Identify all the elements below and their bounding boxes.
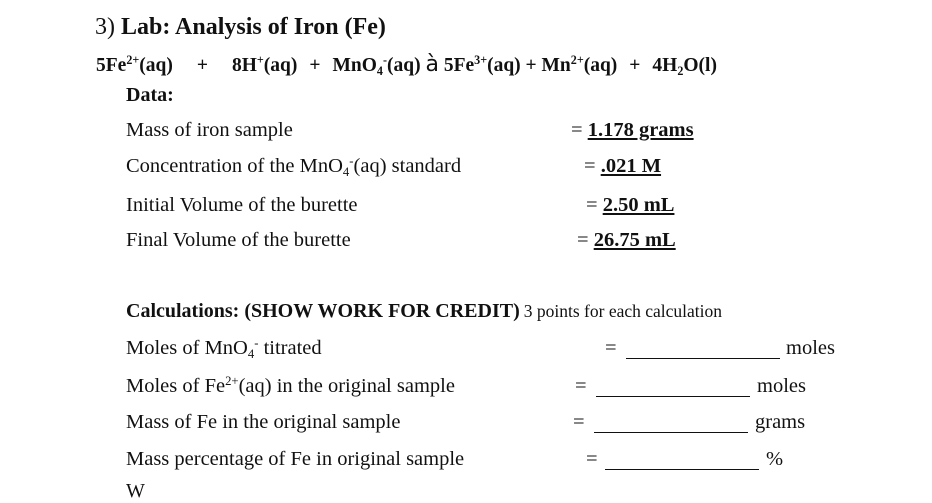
calc-unit-mass-fe: grams — [755, 411, 806, 433]
data-value-final-volume — [577, 229, 676, 252]
eq-term: (aq) — [139, 55, 173, 76]
data-value-concentration — [584, 155, 661, 178]
label-charge: - — [349, 154, 354, 169]
label-subscript: 4 — [342, 164, 350, 179]
calc-equals-moles-fe: = — [575, 375, 587, 397]
calc-label-mass-fe: Mass of Fe in the original sample — [126, 411, 401, 433]
data-heading: Data: — [126, 84, 174, 106]
redox-equation — [96, 52, 717, 77]
eq-charge: - — [382, 53, 387, 68]
calculations-note: 3 points for each calculation — [523, 301, 723, 321]
eq-plus: + — [309, 55, 321, 76]
label-part: Moles of MnO — [126, 337, 248, 359]
calculations-heading-text: Calculations: (SHOW WORK FOR CREDIT) — [126, 300, 520, 322]
question-title — [95, 14, 386, 41]
eq-subscript: 2 — [677, 63, 684, 78]
label-subscript: 4 — [247, 346, 255, 361]
initial-volume-value: 2.50 mL — [602, 194, 675, 216]
eq-subscript: 4 — [376, 63, 383, 78]
eq-charge: 2+ — [570, 53, 584, 68]
label-part: titrated — [258, 337, 322, 359]
eq-term: (aq) — [583, 55, 618, 76]
equals-sign: = — [584, 155, 601, 177]
answer-blank-mass-fe[interactable] — [594, 414, 748, 433]
calc-equals-mass-fe: = — [573, 411, 585, 433]
eq-term: 8H — [231, 55, 257, 76]
question-number: 3) — [95, 14, 115, 40]
eq-charge: 3+ — [474, 53, 488, 68]
calc-unit-moles-fe: moles — [757, 375, 806, 397]
calc-label-moles-mno4 — [126, 337, 322, 360]
answer-blank-moles-fe[interactable] — [596, 378, 750, 397]
calculations-heading — [126, 300, 722, 323]
eq-charge: 2+ — [126, 53, 140, 68]
calc-unit-mass-percent: % — [766, 448, 784, 470]
data-label-concentration — [126, 155, 461, 178]
calc-equals-mass-percent: = — [586, 448, 598, 470]
eq-term: (aq) + Mn — [487, 55, 571, 76]
equals-sign: = — [571, 119, 588, 141]
equals-sign: = — [577, 229, 594, 251]
eq-term: (aq) — [387, 55, 421, 76]
data-label-mass: Mass of iron sample — [126, 119, 293, 141]
eq-term: (aq) — [263, 55, 298, 76]
calc-label-moles-fe — [126, 375, 455, 398]
data-label-initial-volume: Initial Volume of the burette — [126, 194, 358, 216]
answer-blank-moles-mno4[interactable] — [626, 340, 780, 359]
eq-term: MnO — [332, 55, 377, 76]
question-title-text: Lab: Analysis of Iron (Fe) — [121, 14, 386, 40]
data-value-mass — [571, 119, 694, 142]
label-charge: - — [254, 336, 259, 351]
eq-term: 5Fe — [443, 55, 475, 76]
label-part: Concentration of the MnO — [126, 155, 343, 177]
mass-value: 1.178 grams — [587, 119, 694, 141]
label-charge: 2+ — [225, 374, 239, 389]
calc-label-mass-percent: Mass percentage of Fe in original sample — [126, 448, 465, 470]
label-part: (aq) standard — [353, 155, 462, 177]
calc-equals-moles-mno4: = — [605, 337, 617, 359]
concentration-value: .021 M — [600, 155, 662, 177]
answer-blank-mass-percent[interactable] — [605, 451, 759, 470]
label-part: Moles of Fe — [126, 375, 226, 397]
eq-plus: + — [629, 55, 641, 76]
equals-sign: = — [586, 194, 603, 216]
final-volume-value: 26.75 mL — [593, 229, 676, 251]
data-label-final-volume: Final Volume of the burette — [126, 229, 351, 251]
label-part: (aq) in the original sample — [238, 375, 455, 397]
eq-term: O(l) — [683, 55, 717, 76]
eq-term: 5Fe — [96, 55, 127, 76]
eq-term: 4H — [652, 55, 678, 76]
eq-plus: + — [196, 55, 208, 76]
cutoff-text: W — [126, 480, 145, 502]
eq-charge: + — [256, 53, 264, 68]
data-value-initial-volume — [586, 194, 674, 217]
calc-unit-moles-mno4: moles — [786, 337, 835, 359]
reaction-arrow-glyph: à — [425, 52, 439, 77]
